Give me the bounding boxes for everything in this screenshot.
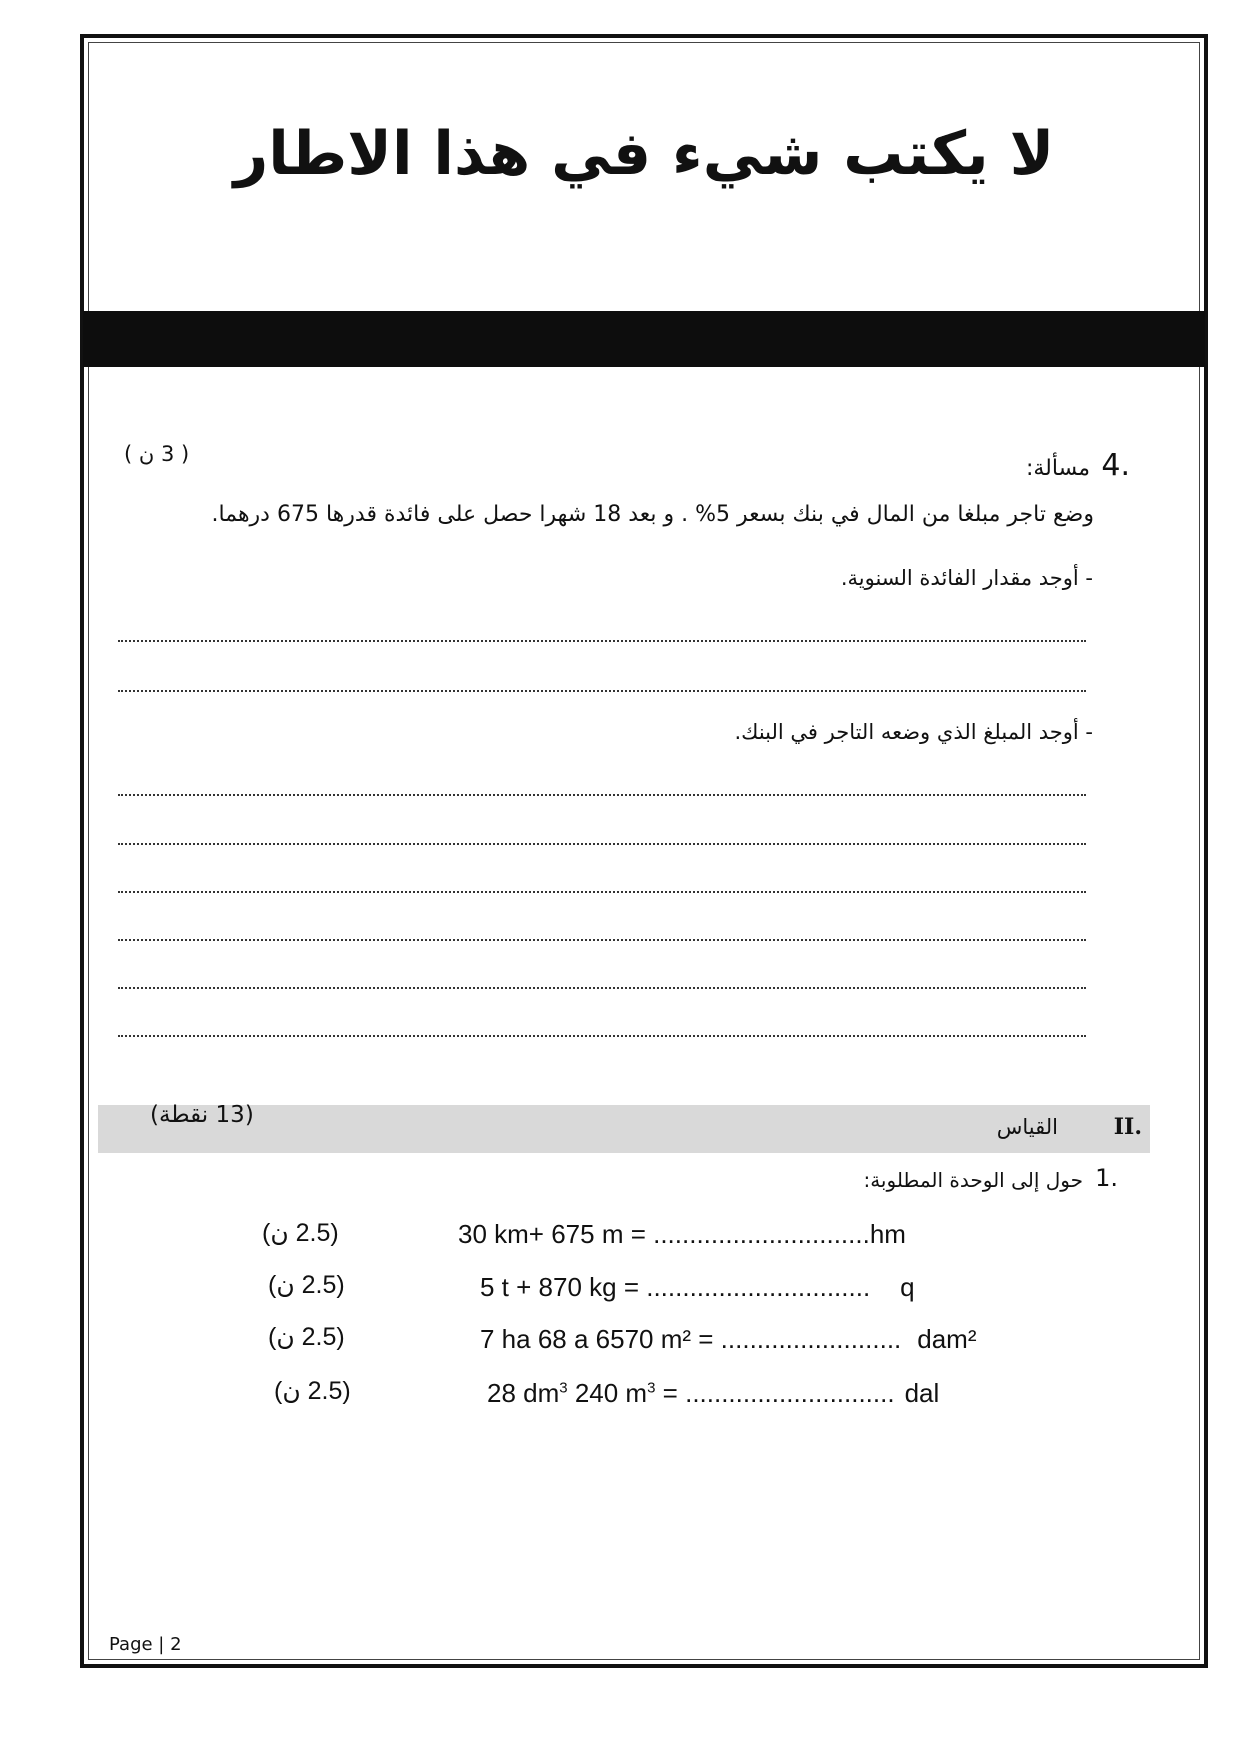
- exercise-number: 1.: [1095, 1164, 1118, 1192]
- conversion-expression: 30 km+ 675 m =: [458, 1219, 654, 1249]
- conversion-row: [487, 1378, 939, 1409]
- section-number: II.: [1113, 1114, 1142, 1140]
- conversion-row: [480, 1272, 915, 1303]
- exponent: 3: [559, 1379, 568, 1397]
- section-header-bar: [98, 1105, 1150, 1153]
- header-title: لا يكتب شيء في هذا الاطار: [233, 119, 1055, 189]
- row-points: (2.5 ن): [274, 1377, 351, 1405]
- question-annual-interest: - أوجد مقدار الفائدة السنوية.: [840, 566, 1093, 590]
- row-points: (2.5 ن): [262, 1219, 339, 1247]
- row-points: (2.5 ن): [268, 1323, 345, 1351]
- answer-blank[interactable]: ..............................: [653, 1219, 870, 1249]
- target-unit: dam²: [917, 1324, 977, 1354]
- section-title: القياس: [996, 1115, 1058, 1139]
- conversion-expression: =: [655, 1378, 686, 1408]
- answer-line[interactable]: [118, 794, 1086, 796]
- conversion-row: [480, 1324, 977, 1355]
- section-points: (13 نقطة): [150, 1102, 254, 1128]
- problem-number: 4.: [1101, 448, 1130, 483]
- target-unit: hm: [869, 1219, 906, 1249]
- conversion-expression: 5 t + 870 kg =: [480, 1272, 647, 1302]
- conversion-expression: 240 m: [567, 1378, 648, 1408]
- answer-line[interactable]: [118, 843, 1086, 845]
- conversion-row: [458, 1219, 906, 1250]
- answer-line[interactable]: [118, 1035, 1086, 1037]
- answer-line[interactable]: [118, 987, 1086, 989]
- problem-label: مسألة:: [1025, 456, 1090, 481]
- answer-line[interactable]: [118, 640, 1086, 642]
- conversion-expression: 7 ha 68 a 6570 m² =: [480, 1324, 721, 1354]
- answer-blank[interactable]: .........................: [720, 1324, 902, 1354]
- answer-line[interactable]: [118, 939, 1086, 941]
- row-points: (2.5 ن): [268, 1271, 345, 1299]
- question-deposited-amount: - أوجد المبلغ الذي وضعه التاجر في البنك.: [734, 720, 1093, 744]
- page-number: Page | 2: [109, 1634, 182, 1655]
- conversion-expression: 28 dm: [487, 1378, 560, 1408]
- exercise-instruction: حول إلى الوحدة المطلوبة:: [863, 1168, 1083, 1192]
- answer-blank[interactable]: .............................: [685, 1378, 895, 1408]
- target-unit: dal: [904, 1378, 940, 1408]
- answer-line[interactable]: [118, 891, 1086, 893]
- answer-line[interactable]: [118, 690, 1086, 692]
- problem-points: ( 3 ن ): [124, 442, 190, 466]
- target-unit: q: [900, 1272, 915, 1302]
- header-divider-bar: [83, 311, 1205, 367]
- answer-blank[interactable]: ...............................: [646, 1272, 871, 1302]
- inner-frame: [88, 42, 1200, 1660]
- exponent: 3: [647, 1379, 656, 1397]
- problem-statement: وضع تاجر مبلغا من المال في بنك بسعر 5% . و بعد 18 شهرا حصل على فائدة قدرها 675 درهما.: [211, 502, 1094, 527]
